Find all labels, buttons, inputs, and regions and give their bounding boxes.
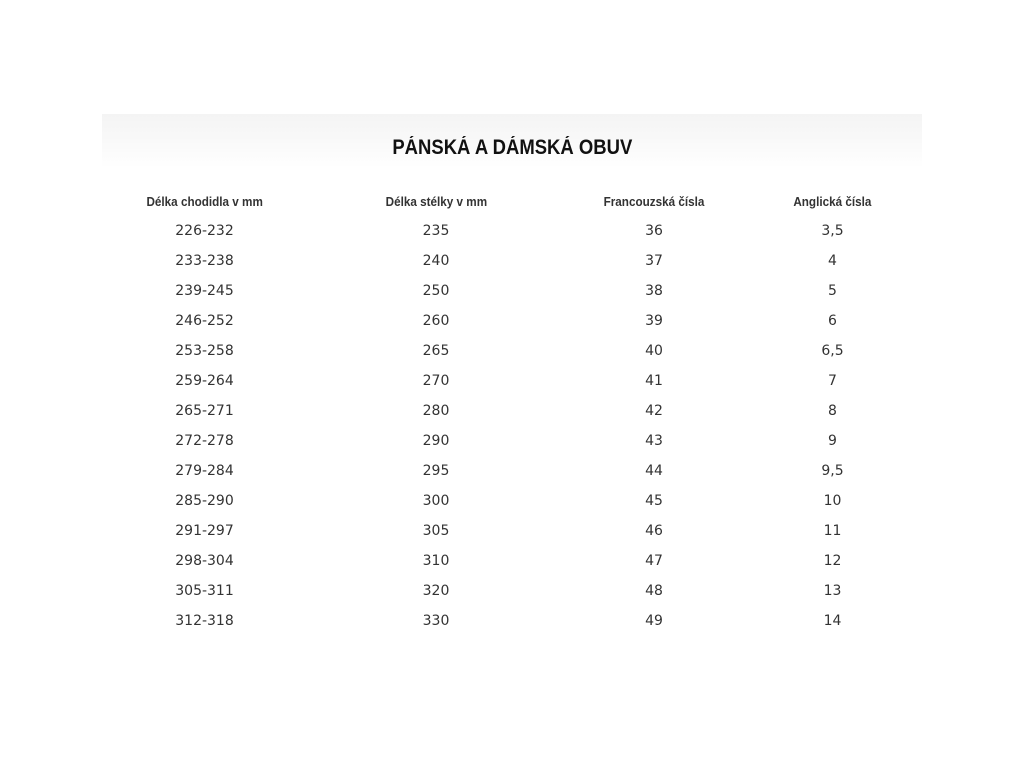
table-row: [102, 546, 922, 576]
french-size-cell: 49: [645, 613, 663, 629]
insole-length-cell: 290: [422, 433, 450, 449]
english-size-cell: 11: [823, 523, 842, 539]
table-row: [102, 276, 922, 306]
insole-length-cell: 265: [422, 343, 450, 359]
insole-length-cell: 295: [422, 463, 450, 479]
foot-length-cell: 305-311: [175, 583, 234, 599]
english-size-cell: 13: [823, 583, 842, 599]
french-size-cell: 47: [645, 553, 663, 569]
insole-length-cell: 310: [422, 553, 450, 569]
table-row: [102, 426, 922, 456]
foot-length-cell: 279-284: [175, 463, 234, 479]
insole-length-cell: 240: [422, 253, 450, 269]
foot-length-cell: 239-245: [175, 283, 234, 299]
english-size-cell: 5: [828, 283, 837, 299]
header-english-size: Anglická čísla: [793, 193, 872, 209]
foot-length-cell: 265-271: [175, 403, 234, 419]
table-row: [102, 516, 922, 546]
table-row: [102, 366, 922, 396]
table-row: [102, 606, 922, 636]
insole-length-cell: 330: [422, 613, 450, 629]
insole-length-cell: 235: [422, 223, 450, 239]
french-size-cell: 44: [645, 463, 663, 479]
french-size-cell: 37: [645, 253, 663, 269]
header-french-size: Francouzská čísla: [603, 193, 705, 209]
foot-length-cell: 312-318: [175, 613, 234, 629]
insole-length-cell: 280: [422, 403, 450, 419]
english-size-cell: 7: [828, 373, 837, 389]
size-chart-panel: [102, 114, 922, 629]
french-size-cell: 42: [645, 403, 663, 419]
french-size-cell: 45: [645, 493, 663, 509]
foot-length-cell: 246-252: [175, 313, 234, 329]
insole-length-cell: 270: [422, 373, 450, 389]
foot-length-cell: 253-258: [175, 343, 234, 359]
insole-length-cell: 300: [422, 493, 450, 509]
table-row: [102, 336, 922, 366]
header-insole-length: Délka stélky v mm: [385, 193, 487, 209]
english-size-cell: 14: [823, 613, 842, 629]
table-body: [102, 216, 922, 636]
foot-length-cell: 298-304: [175, 553, 234, 569]
table-row: [102, 396, 922, 426]
table-row: [102, 576, 922, 606]
french-size-cell: 43: [645, 433, 663, 449]
foot-length-cell: 233-238: [175, 253, 234, 269]
english-size-cell: 9,5: [821, 463, 844, 479]
french-size-cell: 48: [645, 583, 663, 599]
english-size-cell: 8: [828, 403, 837, 419]
table-header-row: [102, 186, 922, 216]
foot-length-cell: 272-278: [175, 433, 234, 449]
english-size-cell: 6,5: [821, 343, 844, 359]
english-size-cell: 10: [823, 493, 842, 509]
table-row: [102, 306, 922, 336]
foot-length-cell: 291-297: [175, 523, 234, 539]
insole-length-cell: 250: [422, 283, 450, 299]
french-size-cell: 46: [645, 523, 663, 539]
french-size-cell: 39: [645, 313, 663, 329]
french-size-cell: 40: [645, 343, 663, 359]
size-table: [102, 186, 922, 636]
insole-length-cell: 260: [422, 313, 450, 329]
table-row: [102, 246, 922, 276]
english-size-cell: 4: [828, 253, 837, 269]
table-row: [102, 486, 922, 516]
table-row: [102, 456, 922, 486]
english-size-cell: 12: [823, 553, 842, 569]
foot-length-cell: 226-232: [175, 223, 234, 239]
title-band: [102, 114, 922, 168]
english-size-cell: 9: [828, 433, 837, 449]
english-size-cell: 3,5: [821, 223, 844, 239]
foot-length-cell: 259-264: [175, 373, 234, 389]
french-size-cell: 38: [645, 283, 663, 299]
header-foot-length: Délka chodidla v mm: [146, 193, 263, 209]
page-title: PÁNSKÁ A DÁMSKÁ OBUV: [392, 136, 632, 159]
table-row: [102, 216, 922, 246]
insole-length-cell: 320: [422, 583, 450, 599]
french-size-cell: 36: [645, 223, 663, 239]
french-size-cell: 41: [645, 373, 663, 389]
english-size-cell: 6: [828, 313, 837, 329]
foot-length-cell: 285-290: [175, 493, 234, 509]
insole-length-cell: 305: [422, 523, 450, 539]
